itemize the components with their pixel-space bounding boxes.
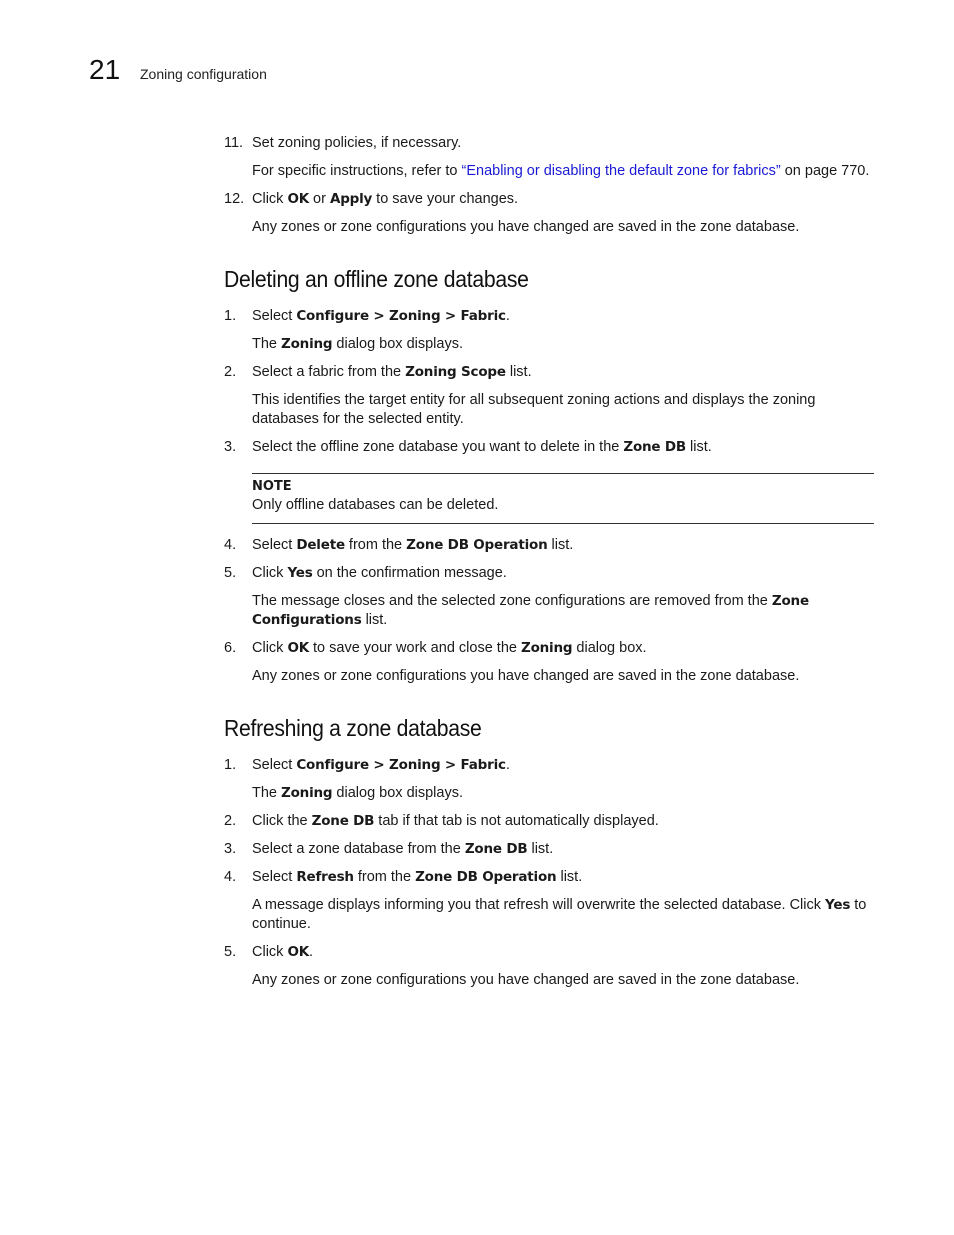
chapter-title: Zoning configuration (140, 66, 267, 82)
ui-term-zone-configurations: Zone Configurations (252, 593, 809, 628)
ui-term-apply: Apply (329, 191, 373, 207)
step-12-detail: Any zones or zone configurations you have changed are saved in the zone database. (252, 219, 800, 235)
step-number: 1. (224, 757, 237, 773)
ui-term-yes: Yes (287, 565, 313, 581)
step-number: 4. (224, 537, 237, 553)
page-content (224, 134, 874, 999)
text: . (309, 944, 314, 960)
text: Click (252, 944, 288, 960)
ui-term-zone-db: Zone DB (623, 439, 686, 455)
ui-term-zoning-scope: Zoning Scope (405, 364, 506, 380)
text: list. (527, 841, 554, 857)
refresh-step-4 (224, 868, 874, 887)
text: Select a fabric from the (252, 364, 406, 380)
text: dialog box. (572, 640, 647, 656)
text: A message displays informing you that refresh will overwrite the selected database. Click (252, 897, 826, 913)
ui-term-zone-db: Zone DB (464, 841, 528, 857)
ui-term-refresh: Refresh (296, 869, 354, 885)
step-number: 3. (224, 841, 237, 857)
ui-term-zone-db-operation: Zone DB Operation (406, 537, 548, 553)
note-box (252, 473, 874, 524)
text: on page 770. (780, 163, 870, 179)
text: The (252, 785, 282, 801)
ui-term-zoning: Zoning (281, 336, 333, 352)
step-11-detail (252, 162, 874, 181)
text: Select the offline zone database you want to delete in the (252, 439, 624, 455)
text: list. (361, 612, 388, 628)
text: list. (556, 869, 583, 885)
text: Click (252, 191, 288, 207)
text: list. (686, 439, 712, 455)
step-number: 11. (224, 135, 244, 151)
text: For specific instructions, refer to (252, 163, 462, 179)
refresh-step-3 (224, 840, 874, 859)
text: The (252, 336, 282, 352)
delete-step-5-detail (252, 592, 874, 630)
text: Select (252, 869, 297, 885)
text: or (309, 191, 330, 207)
refresh-step-2 (224, 812, 874, 831)
text: list. (505, 364, 532, 380)
ui-term-ok: OK (287, 640, 309, 656)
text: dialog box displays. (332, 785, 463, 801)
text: from the (353, 869, 416, 885)
step-number: 2. (224, 813, 237, 829)
text: to save your work and close the (309, 640, 521, 656)
delete-step-1-detail (252, 335, 874, 354)
text: Click the (252, 813, 312, 829)
text: dialog box displays. (332, 336, 463, 352)
refresh-step-1-detail (252, 784, 874, 803)
delete-step-2-detail: This identifies the target entity for all subsequent zoning actions and displays the zoning databases for the selected entity. (252, 392, 816, 427)
ui-term-zone-db-operation: Zone DB Operation (415, 869, 557, 885)
ui-term-zoning: Zoning (520, 640, 573, 656)
text: . (505, 757, 510, 773)
cross-reference-link[interactable]: “Enabling or disabling the default zone for fabrics” (461, 163, 781, 179)
text: on the confirmation message. (312, 565, 507, 581)
step-number: 12. (224, 191, 245, 207)
ui-term-delete: Delete (296, 537, 345, 553)
ui-term-ok: OK (287, 191, 309, 207)
text: Select a zone database from the (252, 841, 465, 857)
section-heading-deleting: Deleting an offline zone database (224, 266, 529, 292)
ui-term-zoning: Zoning (281, 785, 333, 801)
delete-step-1 (224, 307, 874, 326)
text: Click (252, 640, 288, 656)
refresh-step-5 (224, 943, 874, 962)
delete-step-6 (224, 639, 874, 658)
step-number: 2. (224, 364, 237, 380)
text: to continue. (252, 897, 867, 932)
text: tab if that tab is not automatically displayed. (374, 813, 659, 829)
delete-step-6-detail: Any zones or zone configurations you have changed are saved in the zone database. (252, 668, 800, 684)
text: to save your changes. (372, 191, 519, 207)
section-heading-refreshing: Refreshing a zone database (224, 715, 482, 741)
delete-step-4 (224, 536, 874, 555)
delete-step-5 (224, 564, 874, 583)
chapter-number: 21 (89, 54, 121, 85)
step-12 (224, 190, 874, 209)
ui-term-menu-path: Configure > Zoning > Fabric (296, 308, 506, 324)
step-number: 1. (224, 308, 237, 324)
note-text: Only offline databases can be deleted. (252, 497, 499, 513)
step-number: 6. (224, 640, 237, 656)
text: Select (252, 308, 297, 324)
step-number: 5. (224, 944, 237, 960)
note-label: NOTE (252, 479, 292, 494)
text: from the (344, 537, 407, 553)
refresh-step-1 (224, 756, 874, 775)
ui-term-zone-db: Zone DB (311, 813, 375, 829)
text: . (505, 308, 510, 324)
step-number: 3. (224, 439, 237, 455)
delete-step-3 (224, 438, 874, 457)
step-text: Set zoning policies, if necessary. (252, 135, 462, 151)
step-number: 4. (224, 869, 237, 885)
step-number: 5. (224, 565, 237, 581)
text: Click (252, 565, 288, 581)
text: list. (547, 537, 574, 553)
step-11 (224, 134, 874, 153)
refresh-step-5-detail: Any zones or zone configurations you have changed are saved in the zone database. (252, 972, 800, 988)
refresh-step-4-detail (252, 896, 874, 934)
ui-term-ok: OK (287, 944, 309, 960)
delete-step-2 (224, 363, 874, 382)
text: Select (252, 757, 297, 773)
ui-term-menu-path: Configure > Zoning > Fabric (296, 757, 506, 773)
text: The message closes and the selected zone configurations are removed from the (252, 593, 772, 609)
ui-term-yes: Yes (825, 897, 851, 913)
text: Select (252, 537, 297, 553)
